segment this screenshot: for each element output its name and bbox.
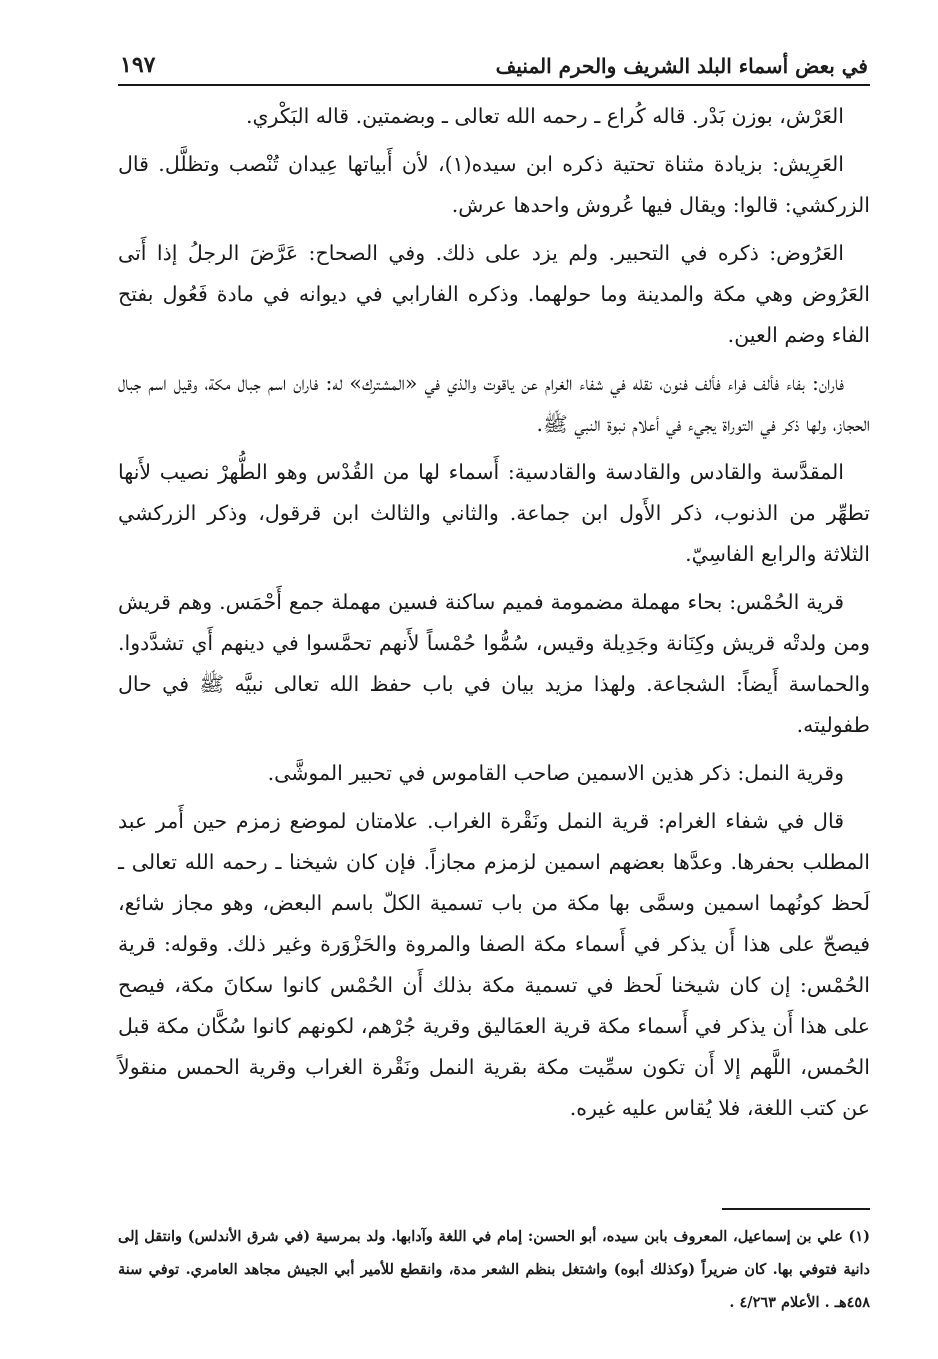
paragraph-al-arish: العَرِيش: بزيادة مثناة تحتية ذكره ابن سيده(١)، لأن أَبياتها عِيدان تُنْصب وتظلَّل. قال الزركشي: قالوا: ويقال فيها عُروش واحدها عرش. bbox=[118, 152, 870, 217]
paragraph-qaryat-al-naml: وقرية النمل: ذكر هذين الاسمين صاحب القاموس في تحبير الموشَّى. bbox=[267, 761, 844, 785]
header-rule bbox=[118, 84, 870, 86]
main-text bbox=[118, 96, 870, 1129]
paragraph-qaryat-al-hums: قرية الحُمْس: بحاء مهملة مضمومة فميم ساكنة فسين مهملة جمع أَحْمَس. وهم قريش ومن ولدتْه قريش وكِنَانة وجَدِيلة وقيس، سُمُّوا حُمْساً لأَنهم تحمَّسوا في دينهم أَي تشدَّدوا. والحماسة أَيضاً: الشجاعة. ولهذا مزيد بيان في باب حفظ الله تعالى نبيَّه ﷺ في حال طفوليته. bbox=[118, 590, 870, 737]
running-head bbox=[118, 40, 870, 78]
running-title: في بعض أسماء البلد الشريف والحرم المنيف bbox=[495, 54, 868, 78]
page-number: ١٩٧ bbox=[120, 52, 156, 78]
paragraph-faran: فاران: بفاء فألف فراء فألف فنون، نقله في شفاء الغرام عن ياقوت والذي في «المشترك» له: فاران اسم جبال مكة، وقيل اسم جبال الحجاز، ولها ذكر في التوراة يجيء في أعلام نبوة النبي ﷺ. bbox=[118, 371, 870, 436]
paragraph-al-arsh: العَرْش، بوزن بَدْر. قاله كُراع ـ رحمه الله تعالى ـ وبضمتين. قاله البَكْري. bbox=[245, 104, 844, 128]
paragraph-al-muqaddasa: المقدَّسة والقادس والقادسة والقادسية: أَسماء لها من القُدْس وهو الطُّهرْ نصيب لأَنها تطهِّر من الذنوب، ذكر الأَول ابن جماعة. والثاني والثالث ابن قرقول، وذكر الزركشي الثلاثة والرابع الفاسِيّ. bbox=[118, 460, 870, 566]
paragraph-shifa-al-gharam: قال في شفاء الغرام: قرية النمل ونَقْرة الغراب. علامتان لموضع زمزم حين أَمر عبد المطلب بحفرها. وعدَّها بعضهم اسمين لزمزم مجازاً. فإن كان شيخنا ـ رحمه الله تعالى ـ لَحظ كونُهما اسمين وسمَّى بها مكة من باب تسمية الكلّ باسم البعض، وهو مجاز شائع، فيصحّ على هذا أَن يذكر في أَسماء مكة الصفا والمروة والحَزْوَرة وغير ذلك. وقوله: قرية الحُمْس: إن كان شيخنا لَحظ في تسمية مكة بذلك أَن الحُمْس كانوا سكانَ مكة، فيصح على هذا أَن يذكر في أَسماء مكة قرية العمَاليق وقرية جُرْهم، لكونهم كانوا سُكَّان مكة قبل الحُمس، اللَّهم إلا أَن تكون سمِّيت مكة بقرية النمل ونَقْرة الغراب وقرية الحمس منقولاً عن كتب اللغة، فلا يُقاس عليه غيره. bbox=[118, 809, 870, 1120]
book-page bbox=[118, 40, 870, 1330]
footnote-rule bbox=[722, 1208, 870, 1210]
footnote-ibn-sidah: (١) علي بن إسماعيل، المعروف بابن سيده، أبو الحسن: إمام في اللغة وآدابها. ولد بمرسية (في شرق الأندلس) وانتقل إلى دانية فتوفي بها. كان ضريراً (وكذلك أبوه) واشتغل بنظم الشعر مدة، وانقطع للأمير أبي الجيش مجاهد العامري. توفي سنة ٤٥٨هـ . الأعلام ٤/٢٦٣ . bbox=[118, 1228, 870, 1311]
footnotes bbox=[118, 1220, 870, 1319]
paragraph-al-arud: العَرُوض: ذكره في التحبير. ولم يزد على ذلك. وفي الصحاح: عَرَّضَ الرجلُ إذا أَتى العَرُوض وهي مكة والمدينة وما حولهما. وذكره الفارابي في ديوانه في مادة فَعُول بفتح الفاء وضم العين. bbox=[118, 241, 870, 347]
